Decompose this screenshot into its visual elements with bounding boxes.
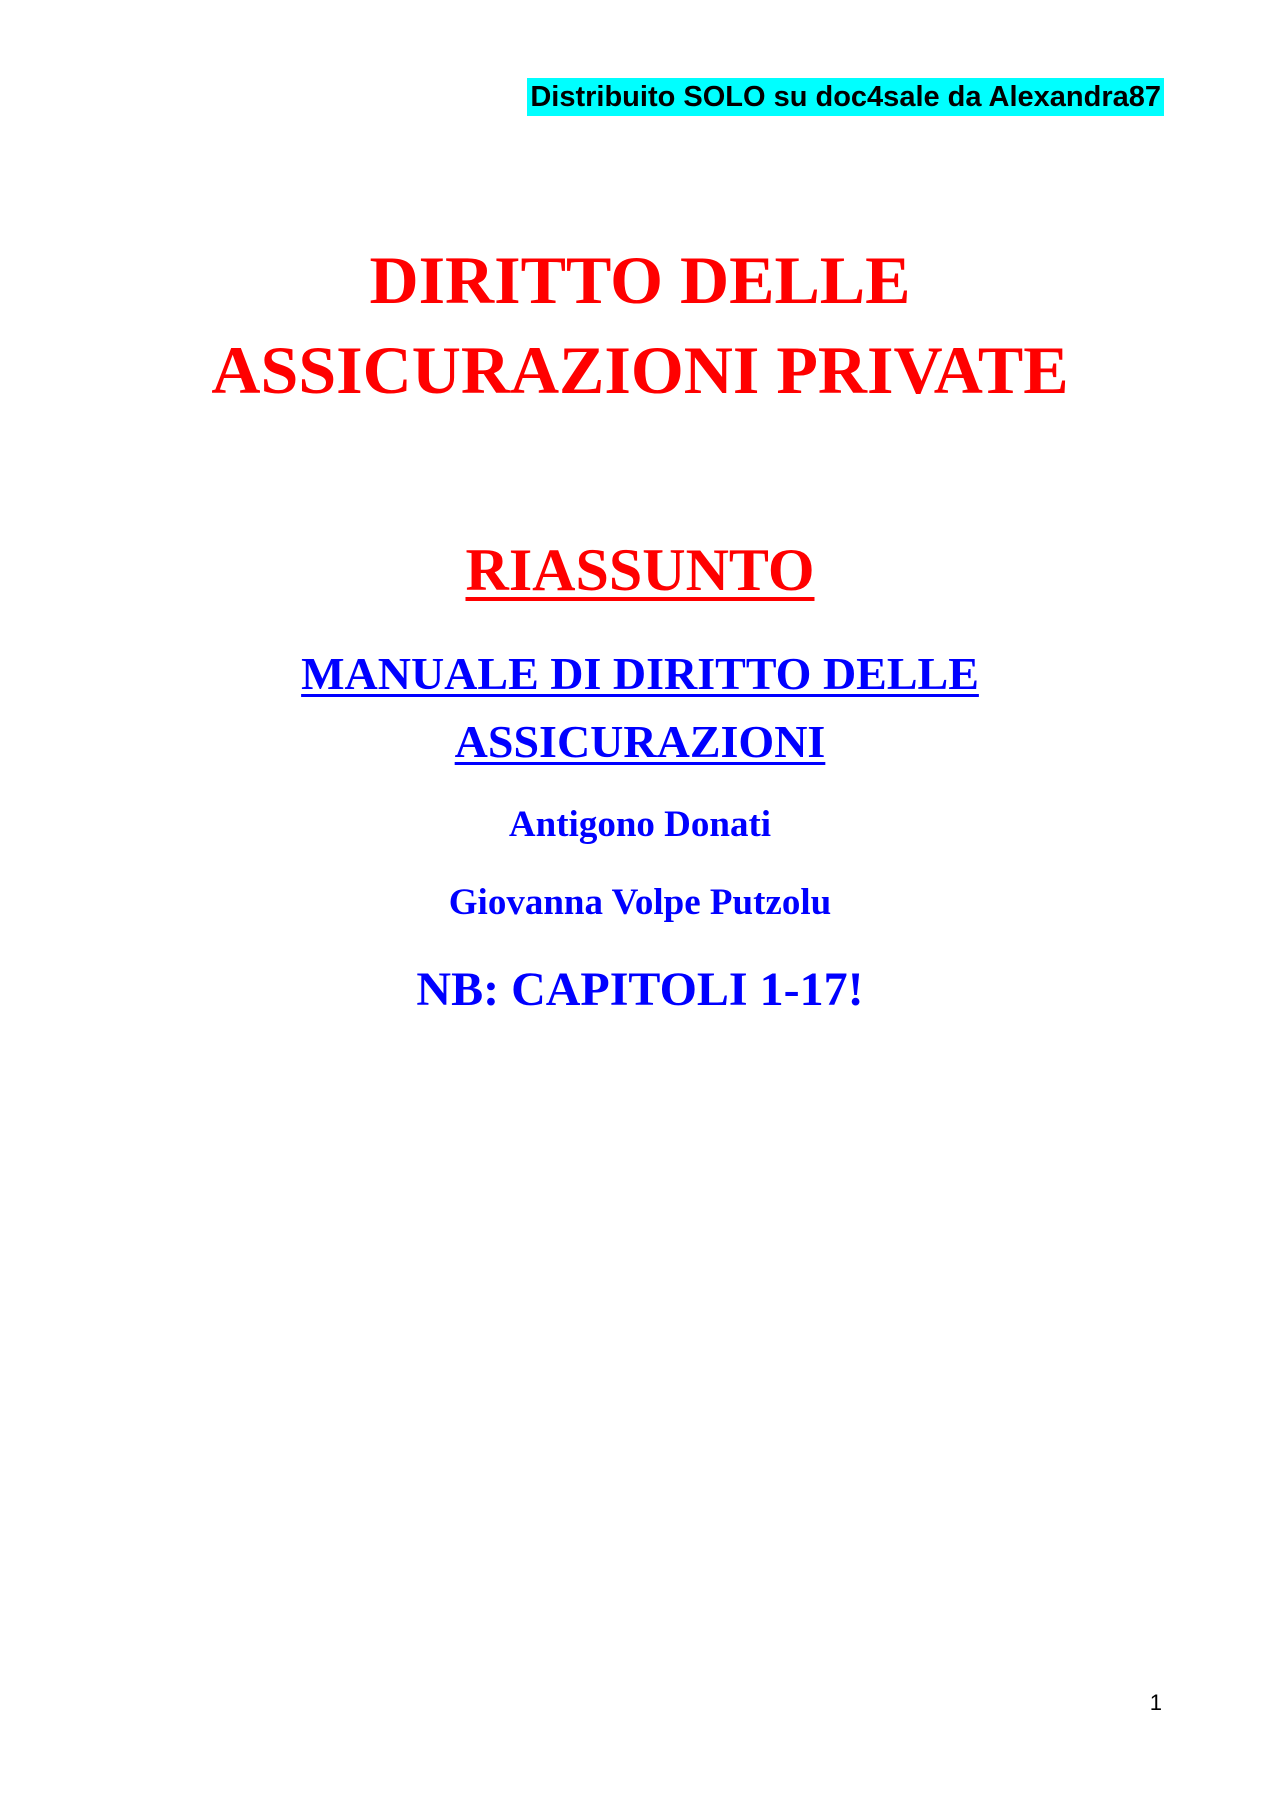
chapters-note: NB: CAPITOLI 1-17! xyxy=(416,963,864,1016)
manual-title xyxy=(0,640,1280,776)
distribution-note: Distribuito SOLO su doc4sale da Alexandra87 xyxy=(527,78,1164,116)
page-number: 1 xyxy=(1149,1690,1162,1715)
document-subtitle: RIASSUNTO xyxy=(465,537,815,603)
author-name: Giovanna Volpe Putzolu xyxy=(448,882,832,923)
document-title xyxy=(0,235,1280,415)
author-name: Antigono Donati xyxy=(508,804,772,845)
document-title-line-2: ASSICURAZIONI PRIVATE xyxy=(211,332,1069,408)
document-title-line-1: DIRITTO DELLE xyxy=(369,242,911,318)
manual-title-line-2: ASSICURAZIONI xyxy=(454,716,826,767)
manual-title-line-1: MANUALE DI DIRITTO DELLE xyxy=(301,648,979,699)
